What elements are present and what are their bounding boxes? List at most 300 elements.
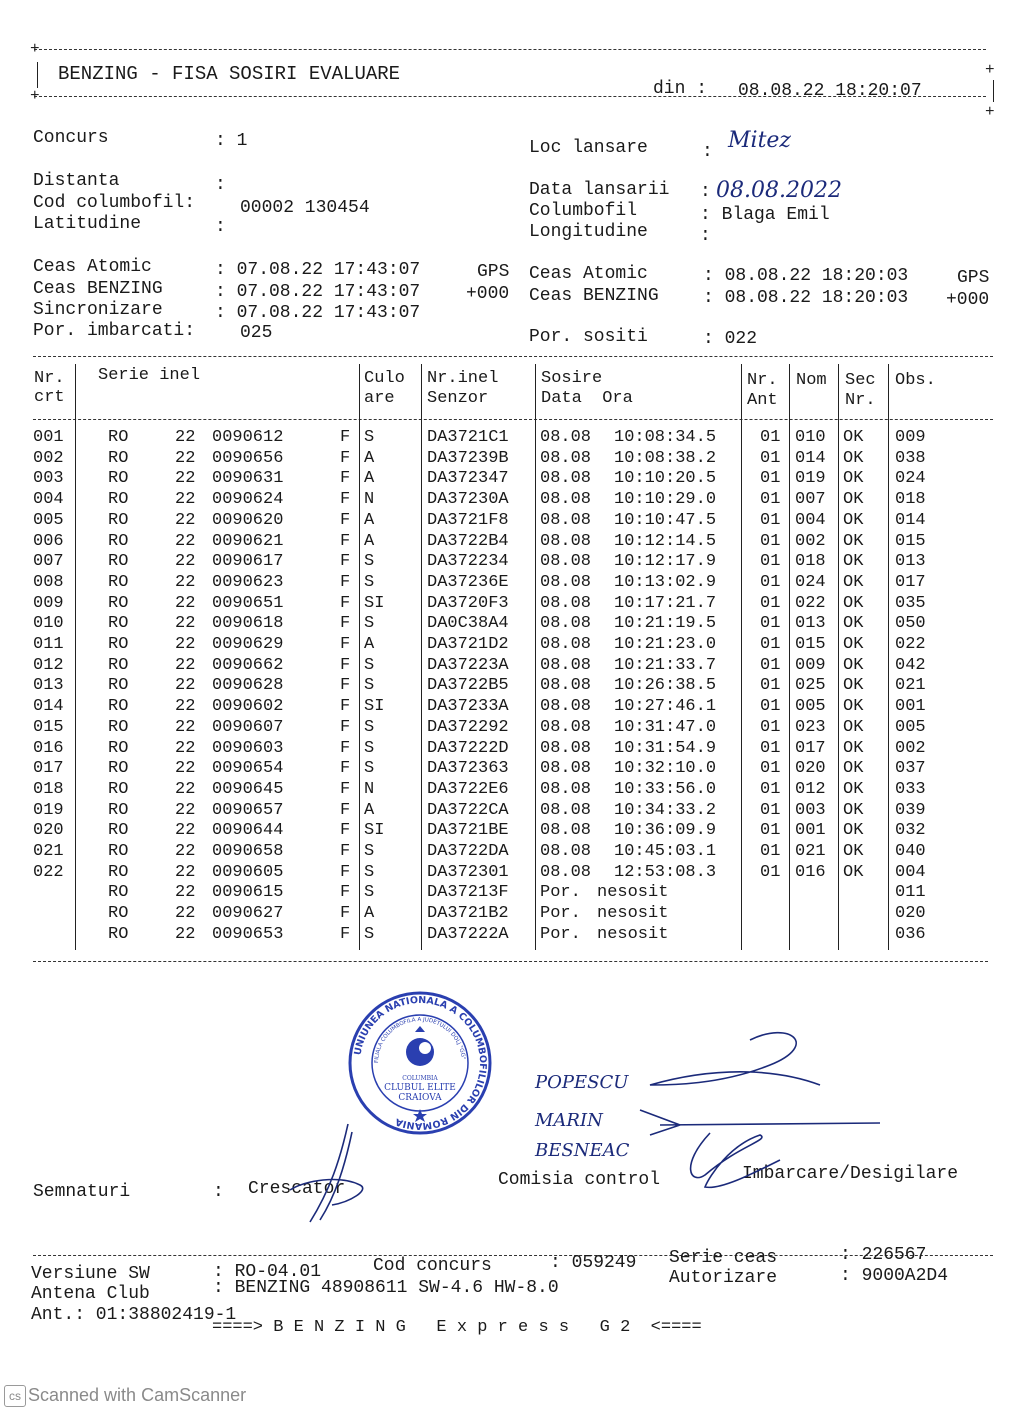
loc-lansare-handwritten: Mitez (728, 128, 792, 153)
serie-ceas-value: : 226567 (840, 1245, 927, 1265)
ceas-atomic-end-suffix: GPS (957, 268, 990, 288)
cell-ant: 01 (760, 676, 781, 696)
ceas-benzing-end-label: Ceas BENZING (529, 286, 659, 306)
data-lansarii-label: Data lansarii (529, 180, 670, 200)
cell-culoare: S (364, 924, 375, 944)
cell-senzor: DA37222A (427, 924, 509, 944)
cell-nr: 009 (33, 593, 64, 613)
header-culoare-2: are (364, 389, 395, 408)
cell-an: 22 (175, 531, 196, 551)
cell-tara: RO (108, 593, 129, 613)
cell-data: 08.08 (540, 428, 592, 447)
cell-nom: 003 (795, 800, 826, 820)
cell-ant: 01 (760, 469, 781, 489)
cell-nom: 025 (795, 676, 826, 696)
cell-inel: 0090631 (212, 469, 284, 489)
cell-sec: OK (843, 655, 864, 675)
cell-data: 08.08 (540, 759, 592, 779)
stamp-outer-text: UNIUNEA NATIONALA A COLUMBOFILILOR DIN ROMANIA (352, 994, 489, 1132)
crescator-signature (270, 1110, 400, 1230)
cell-nom: 004 (795, 510, 826, 530)
cell-senzor: DA372292 (427, 717, 509, 737)
cell-culoare: A (364, 904, 375, 924)
cell-data: Por. (540, 924, 581, 944)
cell-sec: OK (843, 738, 864, 758)
cell-inel: 0090645 (212, 779, 284, 799)
cell-inel: 0090618 (212, 614, 284, 634)
cell-obs: 024 (895, 469, 926, 489)
cell-nom: 001 (795, 821, 826, 841)
cell-tara: RO (108, 448, 129, 468)
stamp-center-line-3: CRAIOVA (398, 1093, 442, 1103)
cell-inel: 0090629 (212, 635, 284, 654)
cell-obs: 001 (895, 697, 926, 717)
cell-ant: 01 (760, 821, 781, 841)
cell-inel: 0090607 (212, 717, 284, 737)
cell-senzor: DA3721D2 (427, 635, 509, 654)
header-obs: Obs. (895, 371, 936, 390)
cell-data: 08.08 (540, 842, 592, 861)
corner-mark: + (30, 87, 40, 105)
cell-data: 08.08 (540, 738, 592, 758)
cell-culoare: A (364, 510, 375, 530)
cell-culoare: S (364, 842, 375, 861)
cell-obs: 037 (895, 759, 926, 779)
cell-sec: OK (843, 510, 864, 530)
cell-sex: F (340, 635, 351, 654)
cell-sec: OK (843, 800, 864, 820)
cell-ant: 01 (760, 655, 781, 675)
antena-club-label: Antena Club (31, 1284, 150, 1304)
header-top-border (34, 49, 986, 50)
cell-nr: 012 (33, 655, 64, 675)
cell-nom: 024 (795, 572, 826, 592)
cell-nom: 013 (795, 614, 826, 634)
cell-inel: 0090658 (212, 842, 284, 861)
cell-obs: 021 (895, 676, 926, 696)
cell-ora: 10:21:19.5 (614, 614, 717, 634)
cell-ant: 01 (760, 738, 781, 758)
cell-tara: RO (108, 904, 129, 924)
cell-senzor: DA372363 (427, 759, 509, 779)
cell-inel: 0090605 (212, 862, 284, 882)
cell-nom: 023 (795, 717, 826, 737)
cell-sex: F (340, 759, 351, 779)
cell-nr: 020 (33, 821, 64, 841)
cell-inel: 0090656 (212, 448, 284, 468)
cell-obs: 033 (895, 779, 926, 799)
corner-mark: + (985, 61, 995, 79)
header-ant-1: Nr. (747, 371, 778, 390)
cell-ora: 10:26:38.5 (614, 676, 717, 696)
header-culoare-1: Culo (364, 369, 405, 388)
cell-sec: OK (843, 842, 864, 861)
cell-senzor: DA3720F3 (427, 593, 509, 613)
cell-nr: 001 (33, 428, 64, 447)
header-nr-crt-2: crt (34, 388, 65, 407)
antena-club-value: : BENZING 48908611 SW-4.6 HW-8.0 (213, 1278, 559, 1298)
cell-an: 22 (175, 490, 196, 510)
cell-culoare: A (364, 800, 375, 820)
cell-tara: RO (108, 490, 129, 510)
longitudine-label: Longitudine (529, 222, 648, 242)
cell-tara: RO (108, 759, 129, 779)
cell-ant: 01 (760, 510, 781, 530)
cell-ant: 01 (760, 635, 781, 654)
cell-senzor: DA37233A (427, 697, 509, 717)
benzing-express-banner: ====> B E N Z I N G E x p r e s s G 2 <==== (212, 1318, 702, 1337)
ceas-benzing-start-suffix: +000 (466, 284, 510, 304)
cell-inel: 0090620 (212, 510, 284, 530)
cell-senzor: DA37236E (427, 572, 509, 592)
cell-nr: 011 (33, 635, 64, 654)
cell-an: 22 (175, 759, 196, 779)
cell-nr: 013 (33, 676, 64, 696)
header-nr-crt-1: Nr. (34, 369, 65, 388)
table-top-border (33, 356, 993, 357)
header-nom: Nom (796, 371, 827, 390)
cell-sex: F (340, 779, 351, 799)
cell-obs: 038 (895, 448, 926, 468)
cell-obs: 042 (895, 655, 926, 675)
cell-sec: OK (843, 469, 864, 489)
cell-sex: F (340, 924, 351, 944)
cell-nom: 019 (795, 469, 826, 489)
cell-culoare: N (364, 490, 375, 510)
cell-nom: 022 (795, 593, 826, 613)
cell-obs: 013 (895, 552, 926, 572)
cell-data: 08.08 (540, 531, 592, 551)
cell-an: 22 (175, 924, 196, 944)
cell-an: 22 (175, 821, 196, 841)
cell-data: 08.08 (540, 490, 592, 510)
header-left-border (37, 62, 38, 88)
sositi-value: : 022 (703, 329, 758, 349)
versiune-sw-value: : RO-04.01 (213, 1262, 322, 1282)
cell-ant: 01 (760, 800, 781, 820)
cell-ora: nesosit (597, 924, 669, 944)
cell-ant: 01 (760, 614, 781, 634)
cell-sex: F (340, 593, 351, 613)
cell-obs: 039 (895, 800, 926, 820)
cell-an: 22 (175, 862, 196, 882)
cell-obs: 004 (895, 862, 926, 882)
cell-sec: OK (843, 593, 864, 613)
cell-sec: OK (843, 635, 864, 654)
cell-ora: 10:17:21.7 (614, 593, 717, 613)
column-rule (789, 364, 790, 950)
cell-culoare: N (364, 779, 375, 799)
column-rule (75, 364, 76, 950)
cell-culoare: SI (364, 821, 385, 841)
cell-sex: F (340, 490, 351, 510)
cell-nr: 021 (33, 842, 64, 861)
ceas-benzing-end-suffix: +000 (946, 290, 990, 310)
ceas-benzing-start-label: Ceas BENZING (33, 279, 163, 299)
cell-obs: 018 (895, 490, 926, 510)
concurs-value: : 1 (215, 131, 248, 151)
cell-nr: 004 (33, 490, 64, 510)
cell-obs: 040 (895, 842, 926, 861)
header-sec-2: Nr. (845, 391, 876, 410)
document-title: BENZING - FISA SOSIRI EVALUARE (58, 63, 401, 85)
cell-senzor: DA372301 (427, 862, 509, 882)
cell-sex: F (340, 697, 351, 717)
cell-culoare: S (364, 552, 375, 572)
versiune-sw-label: Versiune SW (31, 1264, 150, 1284)
cell-sec: OK (843, 821, 864, 841)
cell-tara: RO (108, 842, 129, 861)
cell-sex: F (340, 800, 351, 820)
cell-an: 22 (175, 904, 196, 924)
corner-mark: + (30, 40, 40, 58)
column-rule (838, 364, 839, 950)
cell-data: 08.08 (540, 676, 592, 696)
cell-obs: 020 (895, 904, 926, 924)
cell-obs: 036 (895, 924, 926, 944)
cell-sex: F (340, 862, 351, 882)
cell-inel: 0090654 (212, 759, 284, 779)
longitudine-value: : (700, 226, 711, 246)
cell-data: 08.08 (540, 448, 592, 468)
table-bottom-border (33, 961, 988, 962)
sincronizare-label: Sincronizare (33, 300, 163, 320)
serie-ceas-label: Serie ceas (669, 1248, 778, 1268)
cell-data: 08.08 (540, 821, 592, 841)
header-sec-1: Sec (845, 371, 876, 390)
cell-nr: 016 (33, 738, 64, 758)
cod-columbofil-label: Cod columbofil: (33, 193, 196, 213)
ceas-benzing-end-value: : 08.08.22 18:20:03 (703, 288, 909, 308)
cell-ora: 10:10:29.0 (614, 490, 717, 510)
cell-data: 08.08 (540, 572, 592, 592)
cell-an: 22 (175, 697, 196, 717)
cell-culoare: S (364, 717, 375, 737)
cell-culoare: S (364, 759, 375, 779)
cell-nom: 015 (795, 635, 826, 654)
cell-culoare: S (364, 428, 375, 447)
cell-nom: 017 (795, 738, 826, 758)
cell-ora: 10:13:02.9 (614, 572, 717, 592)
cell-an: 22 (175, 448, 196, 468)
cell-sex: F (340, 904, 351, 924)
cell-tara: RO (108, 510, 129, 530)
semnaturi-sep: : (213, 1182, 224, 1202)
cell-inel: 0090602 (212, 697, 284, 717)
cell-inel: 0090612 (212, 428, 284, 447)
ceas-atomic-start-suffix: GPS (477, 262, 510, 282)
cell-ant: 01 (760, 697, 781, 717)
cell-data: 08.08 (540, 614, 592, 634)
cell-sex: F (340, 821, 351, 841)
cell-sex: F (340, 717, 351, 737)
header-bottom-border (34, 96, 986, 97)
cell-sec: OK (843, 779, 864, 799)
cell-nr: 018 (33, 779, 64, 799)
cell-an: 22 (175, 635, 196, 654)
cell-sex: F (340, 676, 351, 696)
cell-culoare: A (364, 531, 375, 551)
cell-sex: F (340, 614, 351, 634)
cell-ora: 10:12:17.9 (614, 552, 717, 572)
cell-sec: OK (843, 759, 864, 779)
cell-an: 22 (175, 614, 196, 634)
cell-sec: OK (843, 490, 864, 510)
camscanner-logo-icon: cs (4, 1385, 26, 1407)
autorizare-value: : 9000A2D4 (840, 1266, 949, 1286)
cell-an: 22 (175, 552, 196, 572)
cell-an: 22 (175, 676, 196, 696)
cod-concurs-value: : 059249 (550, 1253, 637, 1273)
cell-inel: 0090627 (212, 904, 284, 924)
column-rule (741, 364, 742, 950)
cell-data: 08.08 (540, 593, 592, 613)
camscanner-watermark: Scanned with CamScanner (28, 1385, 247, 1405)
cell-nr: 008 (33, 572, 64, 592)
cell-sex: F (340, 655, 351, 675)
cell-tara: RO (108, 862, 129, 882)
cell-ora: nesosit (597, 904, 669, 924)
column-rule (421, 364, 422, 950)
cell-obs: 022 (895, 635, 926, 654)
cell-inel: 0090624 (212, 490, 284, 510)
cell-ora: 10:12:14.5 (614, 531, 717, 551)
cell-inel: 0090628 (212, 676, 284, 696)
cell-ant: 01 (760, 759, 781, 779)
cell-ant: 01 (760, 552, 781, 572)
cell-inel: 0090653 (212, 924, 284, 944)
cell-an: 22 (175, 738, 196, 758)
header-sosire-1: Sosire (541, 369, 603, 388)
cell-tara: RO (108, 655, 129, 675)
column-rule (535, 364, 536, 950)
cell-an: 22 (175, 779, 196, 799)
concurs-label: Concurs (33, 128, 109, 148)
corner-mark: + (985, 103, 995, 121)
cell-inel: 0090651 (212, 593, 284, 613)
cell-obs: 005 (895, 717, 926, 737)
cell-obs: 035 (895, 593, 926, 613)
cell-sec: OK (843, 572, 864, 592)
signature-name-1: POPESCU (535, 1072, 629, 1093)
cell-ora: 10:08:34.5 (614, 428, 717, 447)
cell-nom: 002 (795, 531, 826, 551)
cell-nr: 015 (33, 717, 64, 737)
ceas-atomic-start-value: : 07.08.22 17:43:07 (215, 260, 421, 280)
cell-nom: 012 (795, 779, 826, 799)
cell-sex: F (340, 842, 351, 861)
cell-nr: 002 (33, 448, 64, 468)
pigeon-emblem-icon (406, 1026, 434, 1066)
cell-tara: RO (108, 697, 129, 717)
cell-senzor: DA3722DA (427, 842, 509, 861)
cell-senzor: DA3721BE (427, 821, 509, 841)
cell-ora: 10:21:23.0 (614, 635, 717, 654)
cell-inel: 0090621 (212, 531, 284, 551)
cell-nr: 017 (33, 759, 64, 779)
cell-senzor: DA372234 (427, 552, 509, 572)
cell-obs: 050 (895, 614, 926, 634)
cell-culoare: S (364, 614, 375, 634)
cell-tara: RO (108, 883, 129, 903)
cell-ora: 10:32:10.0 (614, 759, 717, 779)
cell-nr: 022 (33, 862, 64, 882)
stamp-center-line-1: COLUMBIA (402, 1075, 438, 1082)
cell-nom: 016 (795, 862, 826, 882)
cell-senzor: DA37223A (427, 655, 509, 675)
data-lansarii-handwritten: 08.08.2022 (716, 178, 842, 203)
loc-lansare-label: Loc lansare (529, 138, 648, 158)
cell-ora: 12:53:08.3 (614, 862, 717, 882)
header-ant-2: Ant (747, 391, 778, 410)
data-lansarii-sep: : (700, 182, 711, 202)
cell-nom: 007 (795, 490, 826, 510)
cell-obs: 014 (895, 510, 926, 530)
sositi-label: Por. sositi (529, 327, 648, 347)
latitudine-label: Latitudine (33, 214, 142, 234)
column-rule (359, 364, 360, 950)
cell-an: 22 (175, 428, 196, 447)
imbarcati-value: 025 (240, 323, 273, 343)
cell-nom: 014 (795, 448, 826, 468)
cell-senzor: DA3722E6 (427, 779, 509, 799)
cell-data: 08.08 (540, 862, 592, 882)
cell-senzor: DA3721F8 (427, 510, 509, 530)
header-senzor-1: Nr.inel (427, 369, 499, 388)
cell-obs: 032 (895, 821, 926, 841)
cell-nom: 018 (795, 552, 826, 572)
antenna-id: Ant.: 01:38802419-1 (31, 1305, 237, 1325)
cell-culoare: SI (364, 593, 385, 613)
cell-tara: RO (108, 717, 129, 737)
table-header-divider (33, 419, 993, 420)
cell-an: 22 (175, 717, 196, 737)
cell-ant: 01 (760, 531, 781, 551)
cell-culoare: S (364, 572, 375, 592)
semnaturi-label: Semnaturi (33, 1182, 131, 1202)
cell-ant: 01 (760, 862, 781, 882)
cell-culoare: A (364, 448, 375, 468)
cell-senzor: DA3721C1 (427, 428, 509, 447)
ceas-atomic-end-label: Ceas Atomic (529, 264, 648, 284)
cell-ora: 10:34:33.2 (614, 800, 717, 820)
sincronizare-value: : 07.08.22 17:43:07 (215, 303, 421, 323)
cell-ora: 10:33:56.0 (614, 779, 717, 799)
cell-ant: 01 (760, 779, 781, 799)
ceas-atomic-start-label: Ceas Atomic (33, 257, 152, 277)
cell-inel: 0090615 (212, 883, 284, 903)
cell-data: 08.08 (540, 697, 592, 717)
column-rule (888, 364, 889, 950)
cell-sec: OK (843, 614, 864, 634)
cell-culoare: A (364, 635, 375, 654)
cell-senzor: DA37213F (427, 883, 509, 903)
cell-nom: 020 (795, 759, 826, 779)
cell-inel: 0090623 (212, 572, 284, 592)
cell-obs: 009 (895, 428, 926, 447)
ceas-benzing-start-value: : 07.08.22 17:43:07 (215, 282, 421, 302)
imbarcati-label: Por. imbarcati: (33, 321, 196, 341)
cell-data: 08.08 (540, 655, 592, 675)
generated-at-label: din : (653, 79, 708, 99)
cell-tara: RO (108, 572, 129, 592)
cod-concurs-label: Cod concurs (373, 1256, 492, 1276)
cell-data: 08.08 (540, 717, 592, 737)
cell-data: Por. (540, 904, 581, 924)
cell-an: 22 (175, 655, 196, 675)
cell-nr: 010 (33, 614, 64, 634)
cell-ora: 10:08:38.2 (614, 448, 717, 468)
